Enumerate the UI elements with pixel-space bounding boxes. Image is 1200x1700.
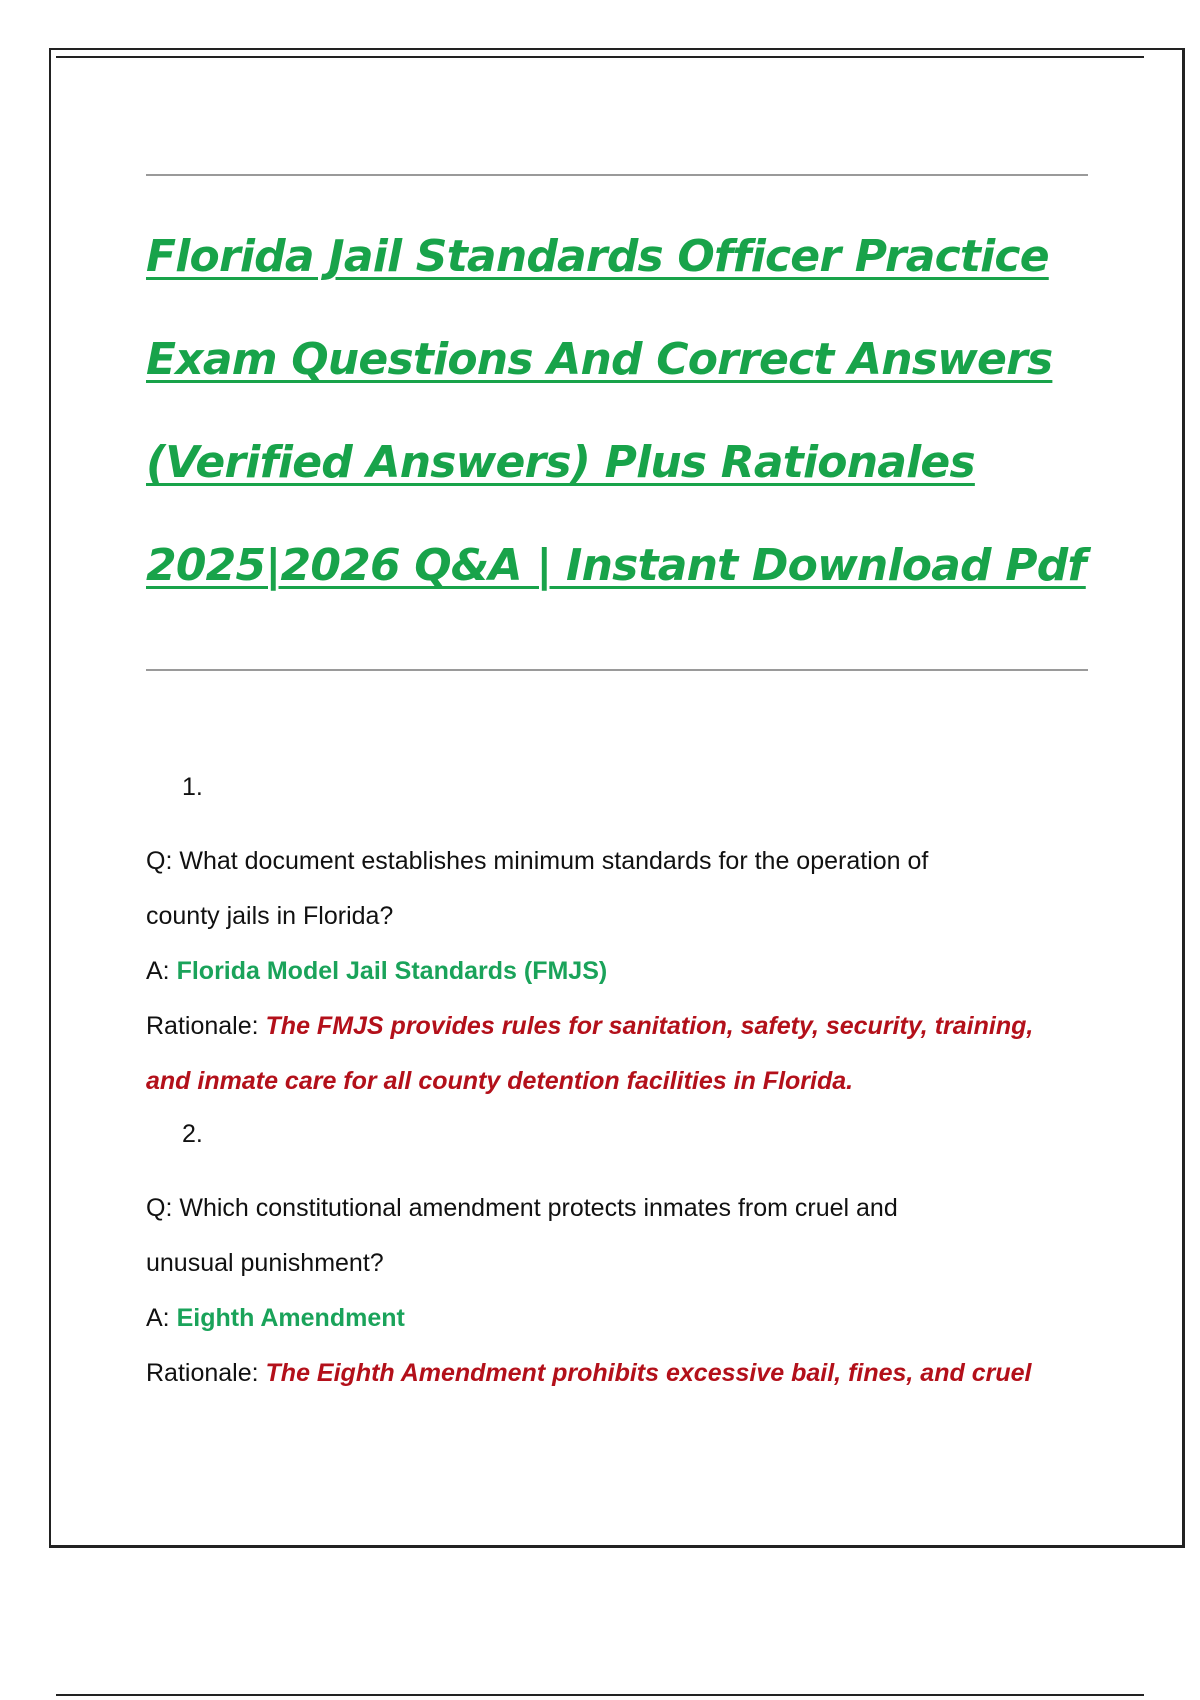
- bottom-rule: [56, 1694, 1144, 1696]
- document-title: [146, 205, 1126, 617]
- answer-line: [146, 1291, 1106, 1346]
- answer-text: Eighth Amendment: [176, 1304, 405, 1332]
- question-number: 1.: [182, 773, 203, 801]
- rationale-text-continued: and inmate care for all county detention facilities in Florida.: [146, 1067, 854, 1095]
- answer-prefix: A:: [146, 957, 170, 985]
- rationale-line: [146, 1346, 1106, 1401]
- question-text: Which constitutional amendment protects inmates from cruel and: [179, 1194, 898, 1222]
- question-prefix: Q:: [146, 1194, 173, 1222]
- title-line: 2025|2026 Q&A | Instant Download Pdf: [146, 540, 1086, 591]
- title-line: Exam Questions And Correct Answers: [146, 334, 1053, 385]
- question-line: [146, 834, 1106, 889]
- rationale-prefix: Rationale:: [146, 1012, 259, 1040]
- rationale-prefix: Rationale:: [146, 1359, 259, 1387]
- top-inner-rule: [56, 56, 1144, 58]
- question-text: What document establishes minimum standards for the operation of: [179, 847, 929, 875]
- answer-text: Florida Model Jail Standards (FMJS): [176, 957, 608, 985]
- rationale-text: The FMJS provides rules for sanitation, safety, security, training,: [265, 1012, 1034, 1040]
- question-line: [146, 1181, 1106, 1236]
- question-prefix: Q:: [146, 847, 173, 875]
- title-bottom-divider: [146, 669, 1088, 671]
- title-line: (Verified Answers) Plus Rationales: [146, 437, 975, 488]
- qa-item-2: [146, 1117, 1106, 1401]
- question-number: 2.: [182, 1120, 203, 1148]
- title-line: Florida Jail Standards Officer Practice: [146, 231, 1049, 282]
- rationale-text: The Eighth Amendment prohibits excessive bail, fines, and cruel: [265, 1359, 1032, 1387]
- question-text-continued: county jails in Florida?: [146, 902, 394, 930]
- title-top-divider: [146, 174, 1088, 176]
- qa-item-1: [146, 770, 1106, 1109]
- answer-prefix: A:: [146, 1304, 170, 1332]
- qa-content: [146, 770, 1106, 1401]
- answer-line: [146, 944, 1106, 999]
- rationale-line: [146, 999, 1106, 1054]
- question-text-continued: unusual punishment?: [146, 1249, 384, 1277]
